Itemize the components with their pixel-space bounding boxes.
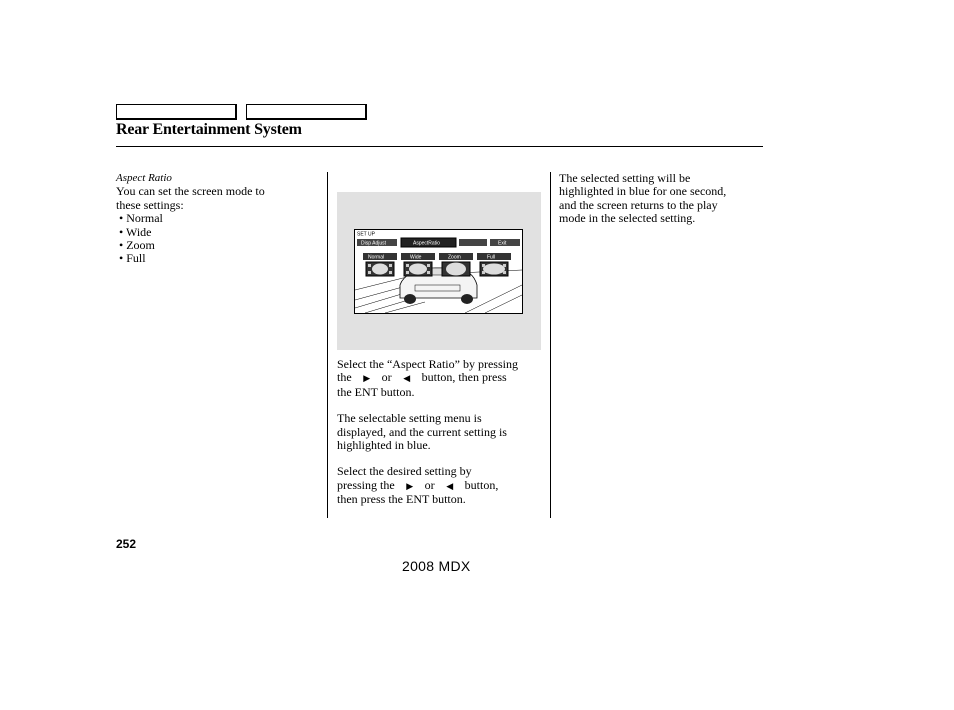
aspect-full-icon — [480, 262, 508, 276]
page-number: 252 — [116, 537, 137, 551]
column-2 — [337, 358, 547, 520]
text-line: or — [424, 477, 435, 492]
right-arrow-icon: ▶ — [406, 480, 414, 491]
aspect-normal-icon — [366, 262, 394, 276]
text-line: button, — [464, 477, 499, 492]
screen-menu-item: Disp Adjust — [361, 240, 387, 247]
text-line: highlighted in blue for one second, — [559, 184, 727, 199]
screen-option: Full — [487, 254, 496, 261]
setup-screen-illustration — [354, 229, 523, 314]
left-arrow-icon: ◀ — [403, 373, 411, 384]
instruction-paragraph-1 — [337, 358, 547, 399]
section-heading: Aspect Ratio — [116, 172, 172, 184]
list-item: • Full — [119, 251, 146, 266]
column-1 — [116, 172, 316, 266]
list-item: • Normal — [119, 211, 163, 226]
intro-line-2: these settings: — [116, 197, 184, 212]
text-line: button, then press — [421, 370, 507, 385]
model-footer: 2008 MDX — [402, 558, 471, 574]
instruction-paragraph-2 — [337, 412, 547, 452]
header-tab-box-2 — [246, 104, 367, 120]
left-arrow-icon: ◀ — [446, 480, 454, 491]
text-line: then press the ENT button. — [337, 492, 466, 507]
aspect-zoom-icon — [442, 262, 470, 276]
screen-option: Normal — [368, 254, 385, 261]
column-divider-2 — [550, 172, 551, 518]
screen-figure — [337, 192, 541, 350]
screen-menu-item: AspectRatio — [413, 240, 440, 247]
page-title: Rear Entertainment System — [116, 121, 302, 138]
setup-screen-svg — [355, 230, 522, 313]
column-divider-1 — [327, 172, 328, 518]
intro-line-1: You can set the screen mode to — [116, 184, 265, 199]
list-item: • Wide — [119, 224, 152, 239]
settings-list — [116, 212, 316, 266]
instruction-paragraph-3 — [337, 465, 547, 506]
text-line: displayed, and the current setting is — [337, 424, 507, 439]
title-rule — [116, 146, 763, 147]
text-line: The selectable setting menu is — [337, 411, 482, 426]
text-line: mode in the selected setting. — [559, 211, 696, 226]
text-line: the ENT button. — [337, 384, 415, 399]
text-line: highlighted in blue. — [337, 438, 431, 453]
text-line: Select the “Aspect Ratio” by pressing — [337, 357, 518, 371]
text-line: The selected setting will be — [559, 171, 691, 185]
column-3 — [559, 172, 759, 226]
header-tab-box-1 — [116, 104, 237, 120]
screen-menu-title: SET UP — [357, 231, 375, 238]
right-arrow-icon: ▶ — [363, 373, 371, 384]
text-line: the — [337, 370, 352, 385]
screen-option: Zoom — [448, 254, 461, 261]
list-item: • Zoom — [119, 238, 155, 253]
aspect-wide-icon — [404, 262, 432, 276]
screen-option: Wide — [410, 254, 422, 261]
text-line: or — [381, 370, 392, 385]
screen-menu-item: Exit — [498, 240, 507, 247]
text-line: pressing the — [337, 477, 395, 492]
text-line: Select the desired setting by — [337, 464, 472, 479]
text-line: and the screen returns to the play — [559, 197, 718, 212]
